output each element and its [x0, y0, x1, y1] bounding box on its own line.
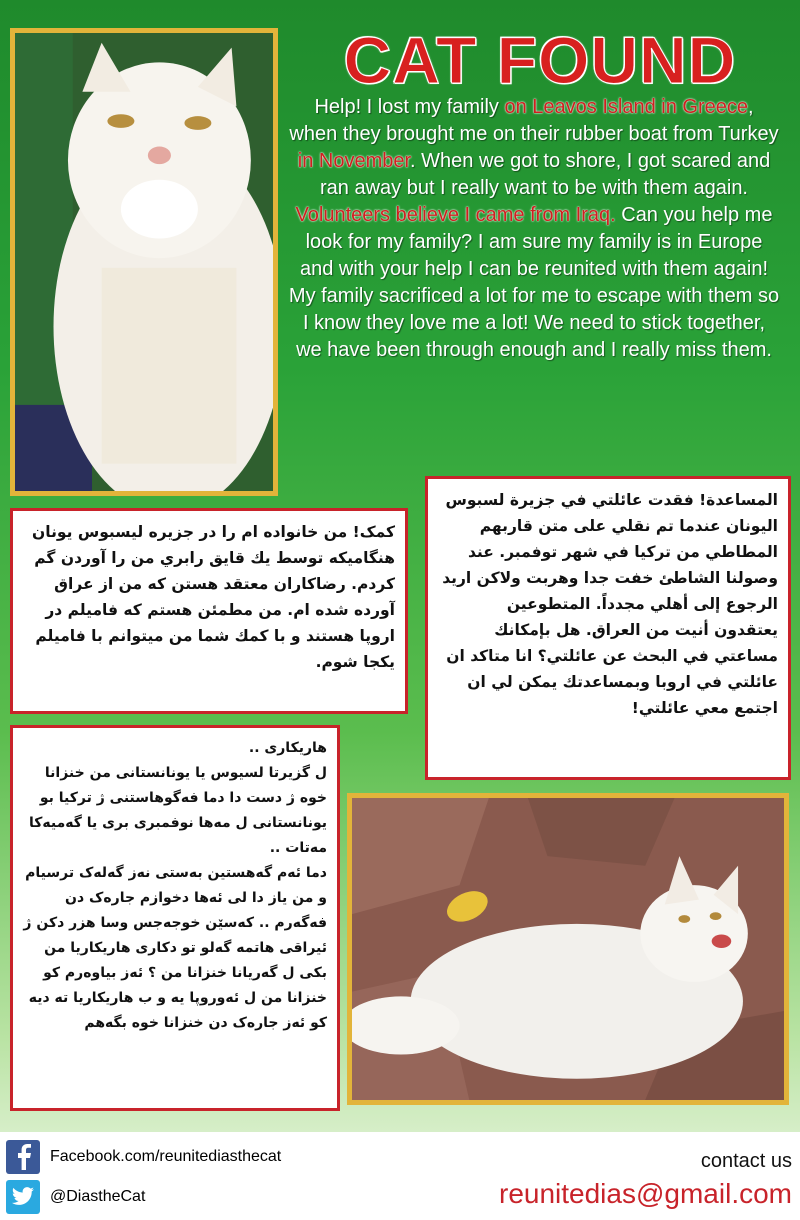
cat-photo-top — [10, 28, 278, 496]
story-text-1: Help! I lost my family — [314, 96, 505, 118]
contact-label: contact us — [700, 1150, 792, 1172]
farsi-text-box: کمک! من خانواده ام را در جزیره لیسبوس یونان هنگامیکه توسط یك قایق رابري من را آوردن گم کردم. رضاکاران معتقد هستن که من از عراق آورده شده ام. من مطمئن هستم که فامیلم در اروپا هستند و با کمك شما من میتوانم با فامیلم یکجا شوم. — [10, 508, 408, 714]
facebook-link[interactable]: Facebook.com/reunitediasthecat — [50, 1148, 282, 1165]
story-highlight-origin: Volunteers believe I came from Iraq. — [295, 204, 616, 226]
facebook-icon — [6, 1140, 40, 1174]
story-text-4: Can you help me look for my family? I am sure my family is in Europe and with your help I can be reunited with them again! My family sacrificed a lot for me to escape with them so I know they love me a lot! We need to stick together, we have been through enough and I really miss them. — [288, 204, 780, 361]
poster-title: CAT FOUND — [343, 23, 737, 97]
email-link[interactable]: reunitedias@gmail.com — [499, 1178, 792, 1209]
twitter-row[interactable] — [6, 1180, 145, 1214]
cat-photo-bottom — [347, 793, 789, 1105]
twitter-link[interactable]: @DiastheCat — [50, 1188, 146, 1205]
english-story — [288, 94, 780, 364]
story-text-2: , when they brought me on their rubber boat from Turkey — [289, 96, 779, 145]
kurdish-text-box: هاریکاری .. ل گزیرتا لسیوس یا یونانستانی من خنزانا خوه ژ دست دا دما فەگوهاستنی ژ ترکیا بو یونانستانی ل مەها نوفمبری بری یا گەمیەکا مەتات .. دما ئەم گەهستین بەستی نەز گەلەک ترسیام و من یاز دا لی ئەها دخوازم جارەک دن فەگەرم .. کەسێن خوجەجس وسا هزر دکن ژ ئیراقی هاتمە گەلو تو دکاری هاریکاریا من بکی ل گەریانا خنزانا من ؟ ئەز بیاوەرم کو خنزانا من ل ئەوروپا یە و ب هاریکاریا تە دیە کو ئەز جارەک دن خنزانا خوه بگەهم — [10, 725, 340, 1111]
story-highlight-month: in November — [297, 150, 411, 172]
story-highlight-location: on Leavos Island in Greece — [504, 96, 748, 118]
arabic-text-box: المساعدة! فقدت عائلتي في جزيرة لسبوس اليونان عندما تم نقلي على متن قاربهم المطاطي من تركيا في شهر توفمبر. عند وصولنا الشاطئ خفت جدا وهربت ولاكن اريد الرجوع إلى أهلي مجدداً. المتطوعين يعتقدون أنيت من العراق. هل بإمكانك مساعتي في البحث عن عائلتي؟ انا متاكد ان عائلتي في اروبا وبمساعدتك يمكن لي ان اجتمع معي عائلتي! — [425, 476, 791, 780]
facebook-row[interactable] — [6, 1140, 281, 1174]
twitter-icon — [6, 1180, 40, 1214]
story-text-3: . When we got to shore, I got scared and ran away but I really want to be with them again. — [319, 150, 771, 199]
